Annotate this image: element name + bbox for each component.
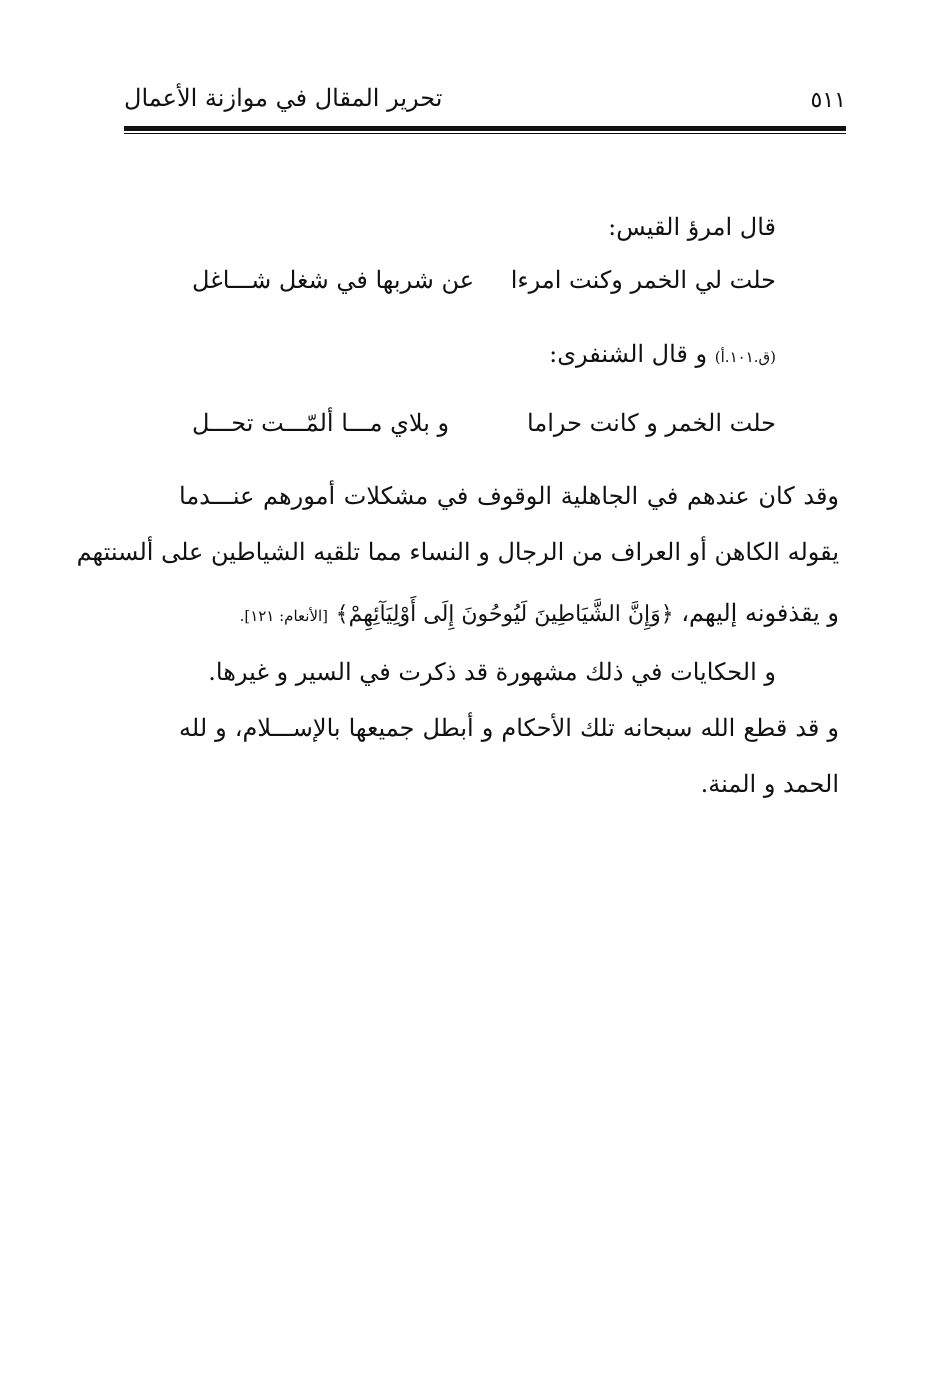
running-title: تحرير المقال في موازنة الأعمال [124,84,443,112]
header-rule-thin [124,133,846,134]
paragraph-2: و الحكايات في ذلك مشهورة قد ذكرت في السير و غيرها. [208,658,776,686]
page-number: ٥١١ [810,88,846,113]
verse-intro-1: قال امرؤ القيس: [608,213,776,241]
verse-intro-2 [549,338,776,373]
quran-verse: ﴿وَإِنَّ الشَّيَاطِينَ لَيُوحُونَ إِلَى أَوْلِيَآئِهِمْ﴾ [335,602,674,627]
paragraph-1-line-2: يقوله الكاهن أو العراف من الرجال و النساء مما تلقيه الشياطين على ألسنتهم [76,538,839,566]
manuscript-reference: (ق.١٠١.أ) [714,348,776,366]
verse-2-first-hemistich: حلت الخمر و كانت حراما [527,409,776,437]
paragraph-1-line-3-start: و يقذفونه إليهم، [681,599,839,627]
verse-2-second-hemistich: و بلاي مـــا ألمّـــت تحـــل [192,409,450,437]
paragraph-1-line-3 [240,597,839,632]
verse-intro-2-text: و قال الشنفرى: [549,340,708,368]
verse-1-second-hemistich: عن شربها في شغل شـــاغل [192,266,475,294]
quran-citation: [الأنعام: ١٢١]. [239,607,329,625]
page-header [124,82,846,122]
paragraph-3-line-1: و قد قطع الله سبحانه تلك الأحكام و أبطل جميعها بالإســـلام، و لله [179,714,839,742]
verse-1-first-hemistich: حلت لي الخمر وكنت امرءا [510,266,776,294]
paragraph-1-line-1: وقد كان عندهم في الجاهلية الوقوف في مشكلات أمورهم عنـــدما [179,482,839,510]
paragraph-3-line-2: الحمد و المنة. [700,770,839,798]
header-rule-thick [124,126,846,131]
